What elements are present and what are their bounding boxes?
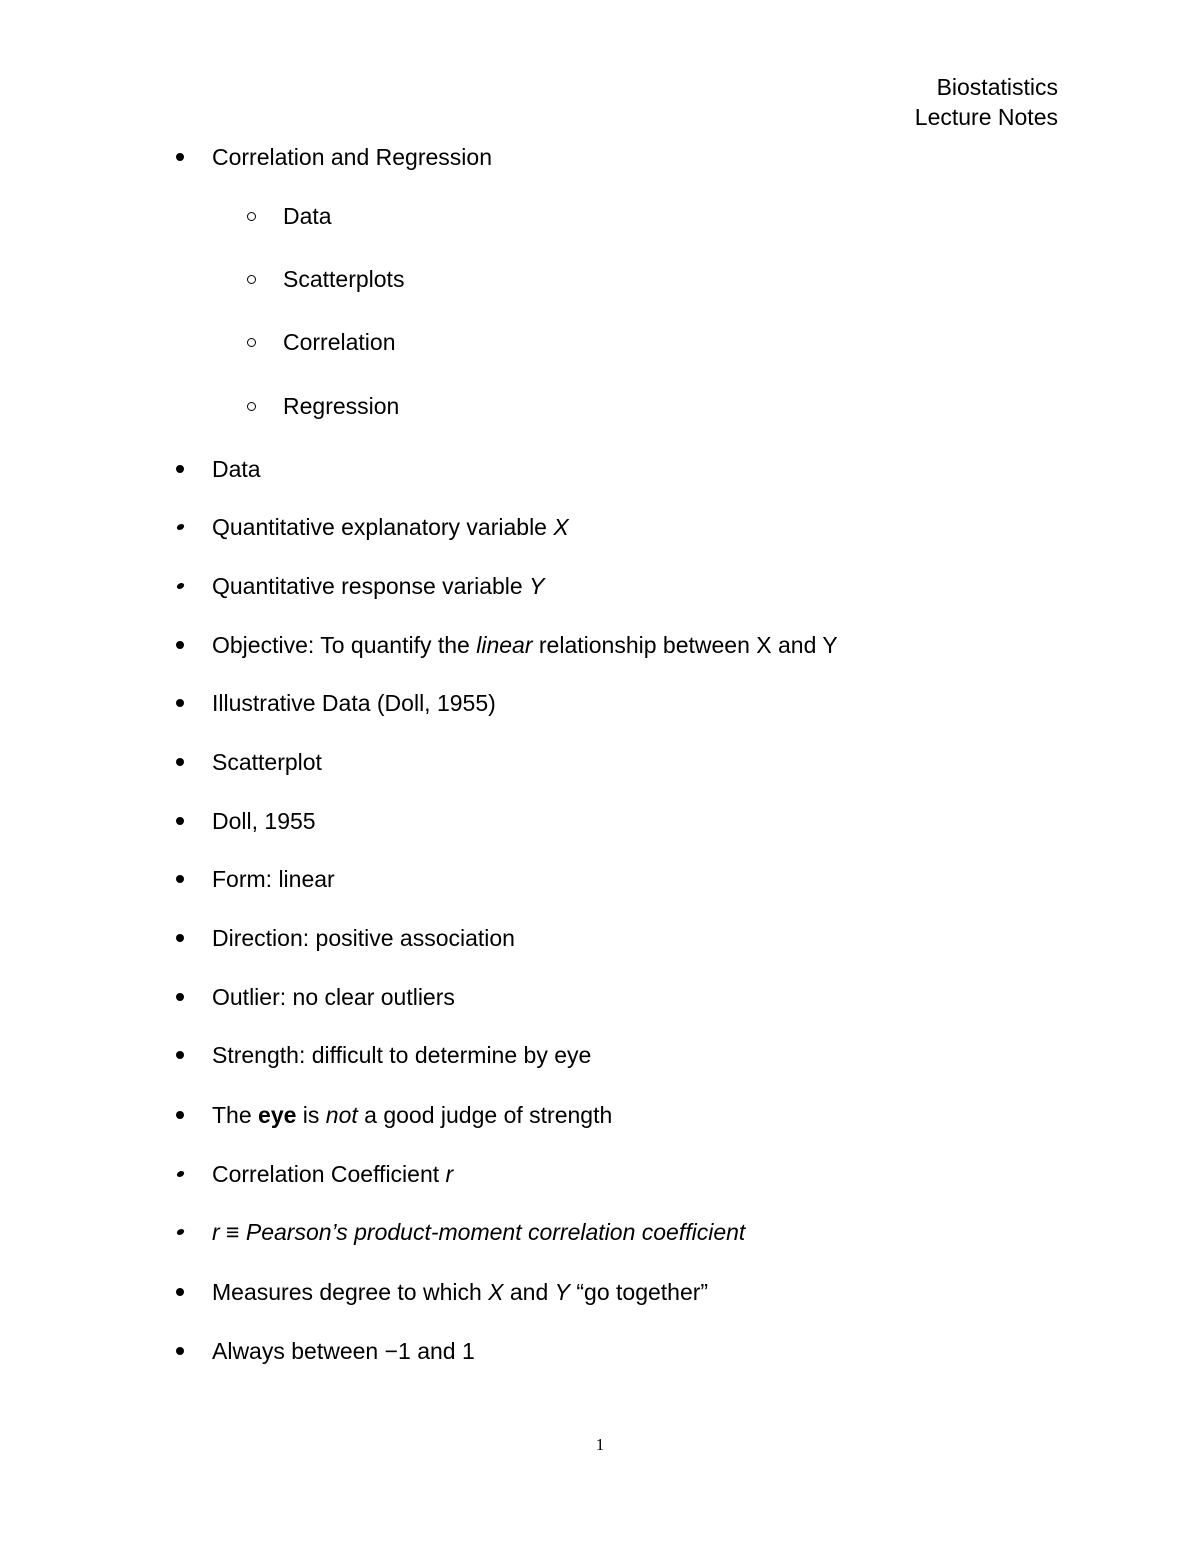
bullet-icon [175, 1278, 187, 1306]
bullet-icon [175, 1101, 187, 1129]
emphasis-text: linear [476, 632, 533, 658]
item-objective [212, 631, 838, 659]
header-course: Biostatistics [936, 74, 1058, 100]
item-text: is [296, 1102, 326, 1128]
circle-bullet-icon [246, 202, 260, 230]
variable-x: X [553, 514, 569, 540]
bullet-icon [175, 572, 187, 600]
emphasis-text: not [325, 1102, 358, 1128]
circle-bullet-icon [246, 328, 260, 356]
page-number: 1 [595, 1435, 605, 1454]
item-doll: Doll, 1955 [212, 808, 316, 834]
bold-text: eye [258, 1102, 297, 1128]
variable-y: Y [529, 573, 545, 599]
bullet-icon [175, 631, 187, 659]
outline-title: Correlation and Regression [212, 144, 492, 170]
variable-r: r [445, 1161, 454, 1187]
variable-y: Y [554, 1279, 570, 1305]
bullet-icon [175, 807, 187, 835]
item-text: a good judge of strength [357, 1102, 613, 1128]
item-text: Correlation Coefficient [212, 1161, 446, 1187]
item-text: “go together” [570, 1279, 709, 1305]
item-explanatory-variable [212, 513, 569, 541]
item-pearson-definition [212, 1218, 745, 1246]
bullet-icon [175, 455, 187, 483]
bullet-icon [175, 748, 187, 776]
bullet-icon [175, 1160, 187, 1188]
variable-r: r [212, 1219, 220, 1245]
item-text: Objective: To quantify the [212, 632, 477, 658]
item-scatterplot: Scatterplot [212, 749, 322, 775]
item-outlier: Outlier: no clear outliers [212, 984, 455, 1010]
item-response-variable [212, 572, 544, 600]
item-text: and [503, 1279, 555, 1305]
item-text: Quantitative response variable [212, 573, 530, 599]
circle-bullet-icon [246, 392, 260, 420]
item-text: The [212, 1102, 259, 1128]
bullet-icon [175, 1041, 187, 1069]
item-eye-judge [212, 1101, 612, 1129]
item-data: Data [212, 456, 261, 482]
outline-sub-item: Correlation [283, 329, 396, 355]
item-form: Form: linear [212, 866, 335, 892]
outline-sub-item: Regression [283, 393, 400, 419]
item-measures-degree [212, 1278, 708, 1306]
item-direction: Direction: positive association [212, 925, 515, 951]
bullet-icon [175, 1337, 187, 1365]
bullet-icon [175, 513, 187, 541]
item-text: Measures degree to which [212, 1279, 489, 1305]
item-correlation-coefficient [212, 1160, 453, 1188]
header-doc-type: Lecture Notes [914, 104, 1058, 130]
item-range: Always between −1 and 1 [212, 1338, 475, 1364]
bullet-icon [175, 143, 187, 171]
bullet-icon [175, 865, 187, 893]
bullet-icon [175, 983, 187, 1011]
document-header [915, 72, 1058, 132]
outline-sub-item: Data [283, 203, 332, 229]
item-illustrative-data: Illustrative Data (Doll, 1955) [212, 690, 496, 716]
bullet-icon [175, 1218, 187, 1246]
item-text: relationship between X and Y [532, 632, 838, 658]
item-text: ≡ Pearson’s product-moment correlation coefficient [219, 1219, 746, 1245]
outline-sub-item: Scatterplots [283, 266, 405, 292]
item-text: Quantitative explanatory variable [212, 514, 554, 540]
circle-bullet-icon [246, 265, 260, 293]
bullet-icon [175, 689, 187, 717]
item-strength: Strength: difficult to determine by eye [212, 1042, 592, 1068]
bullet-icon [175, 924, 187, 952]
variable-x: X [488, 1279, 504, 1305]
